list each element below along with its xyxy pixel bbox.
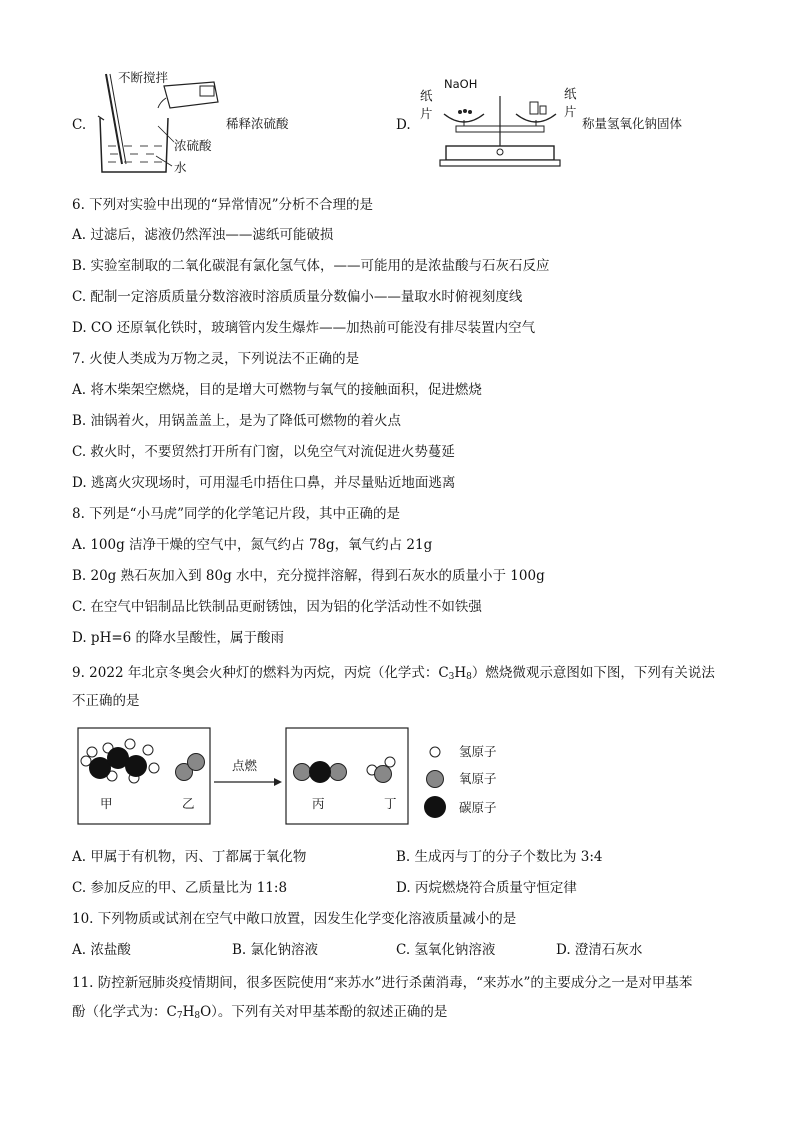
q7-option-a: A. 将木柴架空燃烧，目的是增大可燃物与氧气的接触面积，促进燃烧 (72, 382, 482, 398)
q7-option-d: D. 逃离火灾现场时，可用湿毛巾捂住口鼻，并尽量贴近地面逃离 (72, 475, 456, 491)
q9-reaction-diagram (78, 728, 518, 828)
legend-oxygen: 氧原子 (459, 771, 497, 786)
label-ding: 丁 (384, 796, 397, 811)
q6-option-b: B. 实验室制取的二氧化碳混有氯化氢气体，——可能用的是浓盐酸与石灰石反应 (72, 258, 550, 274)
q7-option-c: C. 救火时，不要贸然打开所有门窗，以免空气对流促进火势蔓延 (72, 444, 455, 460)
q10-option-b: B. 氯化钠溶液 (232, 942, 319, 958)
option-d-letter: D. (396, 117, 411, 133)
q6-option-a: A. 过滤后，滤液仍然浑浊——滤纸可能破损 (72, 227, 334, 243)
label-dilute-caption: 稀释浓硫酸 (226, 116, 289, 131)
label-weigh-caption: 称量氢氧化钠固体 (582, 116, 683, 131)
label-paper-left-2: 片 (420, 106, 433, 121)
q10-option-a: A. 浓盐酸 (72, 942, 131, 958)
q6-stem: 6. 下列对实验中出现的“异常情况”分析不合理的是 (72, 197, 373, 213)
q11-stem-line2: 酚（化学式为：$C_7H_8O$）。下列有关对甲基苯酚的叙述正确的是 (72, 1004, 448, 1021)
legend-hydrogen: 氢原子 (459, 744, 497, 759)
q9-option-b: B. 生成丙与丁的分子个数比为 3:4 (396, 849, 603, 865)
q8-option-b: B. 20g 熟石灰加入到 80g 水中，充分搅拌溶解，得到石灰水的质量小于 100g (72, 568, 545, 584)
legend-carbon: 碳原子 (459, 800, 497, 815)
q8-stem: 8. 下列是“小马虎”同学的化学笔记片段，其中正确的是 (72, 506, 400, 522)
label-paper-right-1: 纸 (564, 86, 577, 101)
label-conc-acid: 浓硫酸 (174, 138, 212, 153)
q9-option-a: A. 甲属于有机物，丙、丁都属于氧化物 (72, 849, 307, 865)
label-naoh: NaOH (444, 77, 478, 91)
label-paper-left-1: 纸 (420, 88, 433, 103)
q6-option-c: C. 配制一定溶质质量分数溶液时溶质质量分数偏小——量取水时俯视刻度线 (72, 289, 523, 305)
q6-option-d: D. CO 还原氧化铁时，玻璃管内发生爆炸——加热前可能没有排尽装置内空气 (72, 320, 536, 336)
label-water: 水 (174, 160, 187, 175)
q8-option-a: A. 100g 洁净干燥的空气中，氮气约占 78g，氧气约占 21g (72, 537, 433, 553)
label-bing: 丙 (312, 796, 325, 811)
q7-stem: 7. 火使人类成为万物之灵，下列说法不正确的是 (72, 351, 360, 367)
q9-option-d: D. 丙烷燃烧符合质量守恒定律 (396, 880, 577, 896)
label-stir: 不断搅拌 (118, 70, 169, 85)
q10-option-c: C. 氢氧化钠溶液 (396, 942, 496, 958)
q9-option-c: C. 参加反应的甲、乙质量比为 11:8 (72, 880, 288, 896)
q11-stem-line1: 11. 防控新冠肺炎疫情期间，很多医院使用“来苏水”进行杀菌消毒，“来苏水”的主要成分之一是对甲基苯 (72, 975, 693, 991)
label-paper-right-2: 片 (564, 104, 577, 119)
option-c-letter: C. (72, 117, 87, 133)
q9-stem-line1: 9. 2022 年北京冬奥会火种灯的燃料为丙烷，丙烷（化学式：$C_3H_8$）燃烧微观示意图如下图，下列有关说法 (72, 665, 715, 682)
q10-stem: 10. 下列物质或试剂在空气中敞口放置，因发生化学变化溶液质量减小的是 (72, 911, 517, 927)
q9-stem-line2: 不正确的是 (72, 693, 140, 709)
q7-option-b: B. 油锅着火，用锅盖盖上，是为了降低可燃物的着火点 (72, 413, 402, 429)
label-jia: 甲 (100, 796, 113, 811)
q8-option-d: D. pH=6 的降水呈酸性，属于酸雨 (72, 630, 285, 646)
q10-option-d: D. 澄清石灰水 (556, 942, 643, 958)
q8-option-c: C. 在空气中铝制品比铁制品更耐锈蚀，因为铝的化学活动性不如铁强 (72, 599, 482, 615)
label-yi: 乙 (182, 796, 195, 811)
label-ignite: 点燃 (232, 758, 258, 773)
